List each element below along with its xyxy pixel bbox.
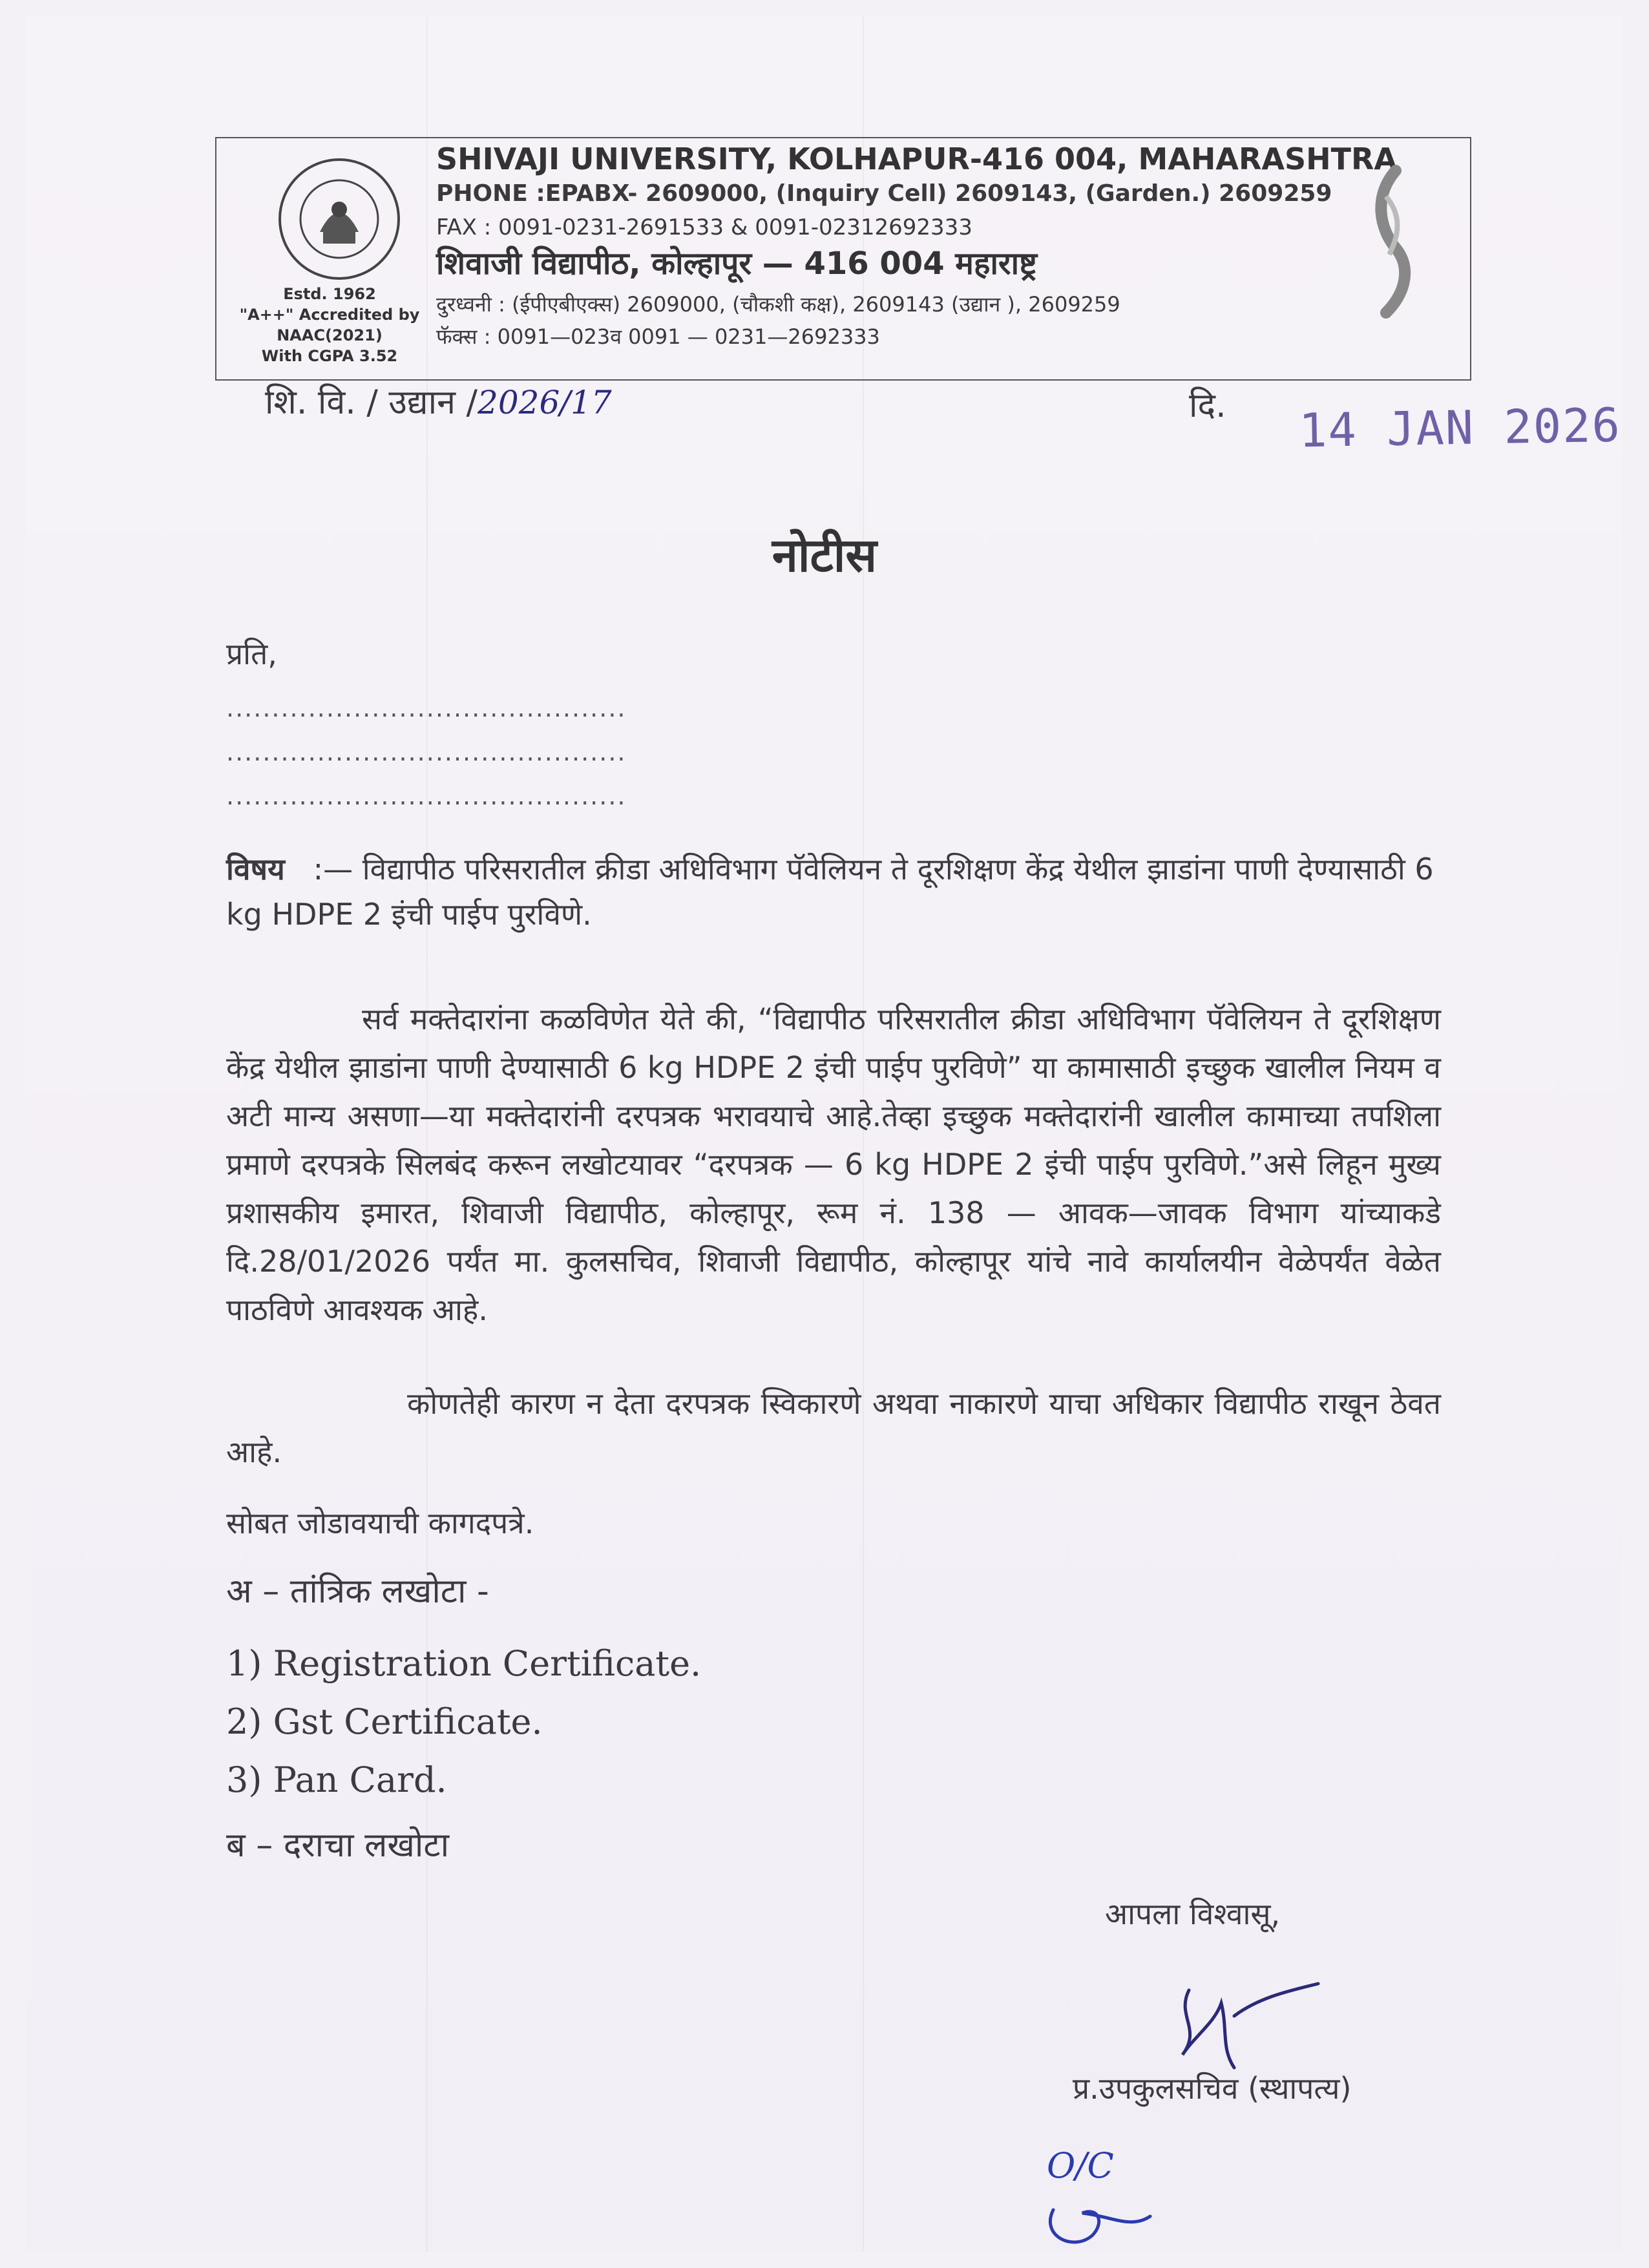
section-a-heading: अ – तांत्रिक लखोटा -	[226, 1572, 489, 1611]
subject-separator: :—	[313, 852, 353, 887]
phone-mr: दुरध्वनी : (ईपीएबीएक्स) 2609000, (चौकशी कक्ष), 2609143 (उद्यान ), 2609259	[436, 292, 1120, 317]
letterhead	[215, 137, 1471, 381]
recipient-label: प्रति,	[226, 636, 277, 671]
list-item: 1) Registration Certificate.	[226, 1643, 702, 1684]
initials-icon	[1034, 2139, 1176, 2262]
blank-line: ............................................	[226, 782, 627, 810]
emblem-icon	[1334, 158, 1444, 332]
body-paragraph: सर्व मक्तेदारांना कळविणेत येते की, “विद्यापीठ परिसरातील क्रीडा अधिविभाग पॅवेलियन ते दूरशिक्षण केंद्र येथील झाडांना पाणी देण्यासाठी 6 kg HDPE 2 इंची पाईप पुरविणे” या कामासाठी इच्छुक खालील नियम व अटी मान्य असणा—या मक्तेदारांनी दरपत्रक भरावयाचे आहे.तेव्हा इच्छुक मक्तेदारांनी खालील कामाच्या तपशिला प्रमाणे दरपत्रके सिलबंद करून लखोटयावर “दरपत्रक — 6 kg HDPE 2 इंची पाईप पुरविणे.”असे लिहून मुख्य प्रशासकीय इमारत, शिवाजी विद्यापीठ, कोल्हापूर, रूम नं. 138 — आवक—जावक विभाग यांच्याकडे दि.28/01/2026 पर्यंत मा. कुलसचिव, शिवाजी विद्यापीठ, कोल्हापूर यांचे नावे कार्यालयीन वेळेपर्यंत वेळेत पाठविणे आवश्यक आहे.	[226, 1002, 1441, 1327]
accreditation-block	[236, 284, 423, 366]
date-stamp: 14 JAN 2026	[1298, 397, 1622, 458]
subject-text: विद्यापीठ परिसरातील क्रीडा अधिविभाग पॅवेलियन ते दूरशिक्षण केंद्र येथील झाडांना पाणी देण्यासाठी 6 kg HDPE 2 इंची पाईप पुरविणे.	[226, 852, 1434, 932]
accreditation-line: With CGPA 3.52	[261, 347, 398, 365]
phone-en: PHONE :EPABX- 2609000, (Inquiry Cell) 2609143, (Garden.) 2609259	[436, 180, 1332, 207]
blank-line: ............................................	[226, 738, 627, 766]
list-item: 2) Gst Certificate.	[226, 1701, 543, 1742]
reference-handwritten: 2026/17	[478, 384, 612, 421]
fax-en: FAX : 0091-0231-2691533 & 0091-02312692333	[436, 215, 972, 240]
initials-note: O/C	[1047, 2145, 1114, 2186]
attachments-title: सोबत जोडावयाची कागदपत्रे.	[226, 1506, 534, 1540]
accreditation-line: "A++" Accredited by	[239, 306, 420, 324]
university-seal-icon	[275, 154, 404, 284]
reference-number	[265, 378, 612, 424]
accreditation-line: NAAC(2021)	[277, 326, 383, 344]
attachment-list	[226, 1635, 701, 1809]
body-paragraph: कोणतेही कारण न देता दरपत्रक स्विकारणे अथवा नाकारणे याचा अधिकार विद्यापीठ राखून ठेवत आहे.	[226, 1386, 1441, 1469]
date-label: दि.	[1189, 386, 1226, 425]
subject-line	[226, 846, 1441, 937]
page-title: नोटीस	[772, 528, 877, 582]
reference-prefix: शि. वि. / उद्यान /	[265, 383, 478, 422]
university-name-mr: शिवाजी विद्यापीठ, कोल्हापूर — 416 004 महाराष्ट्र	[436, 246, 1038, 282]
closing-salutation: आपला विश्वासू,	[1105, 1896, 1281, 1931]
section-b-heading: ब – दराचा लखोटा	[226, 1826, 450, 1865]
blank-line: ............................................	[226, 694, 627, 722]
subject-label: विषय	[226, 852, 285, 887]
estd-text: Estd. 1962	[283, 285, 376, 303]
recipient-block	[226, 633, 626, 818]
fax-mr: फॅक्स : 0091—023व 0091 — 0231—2692333	[436, 324, 880, 349]
signatory-designation: प्र.उपकुलसचिव (स्थापत्य)	[1073, 2071, 1352, 2106]
list-item: 3) Pan Card.	[226, 1759, 447, 1800]
university-name-en: SHIVAJI UNIVERSITY, KOLHAPUR-416 004, MAHARASHTRA	[436, 142, 1398, 176]
